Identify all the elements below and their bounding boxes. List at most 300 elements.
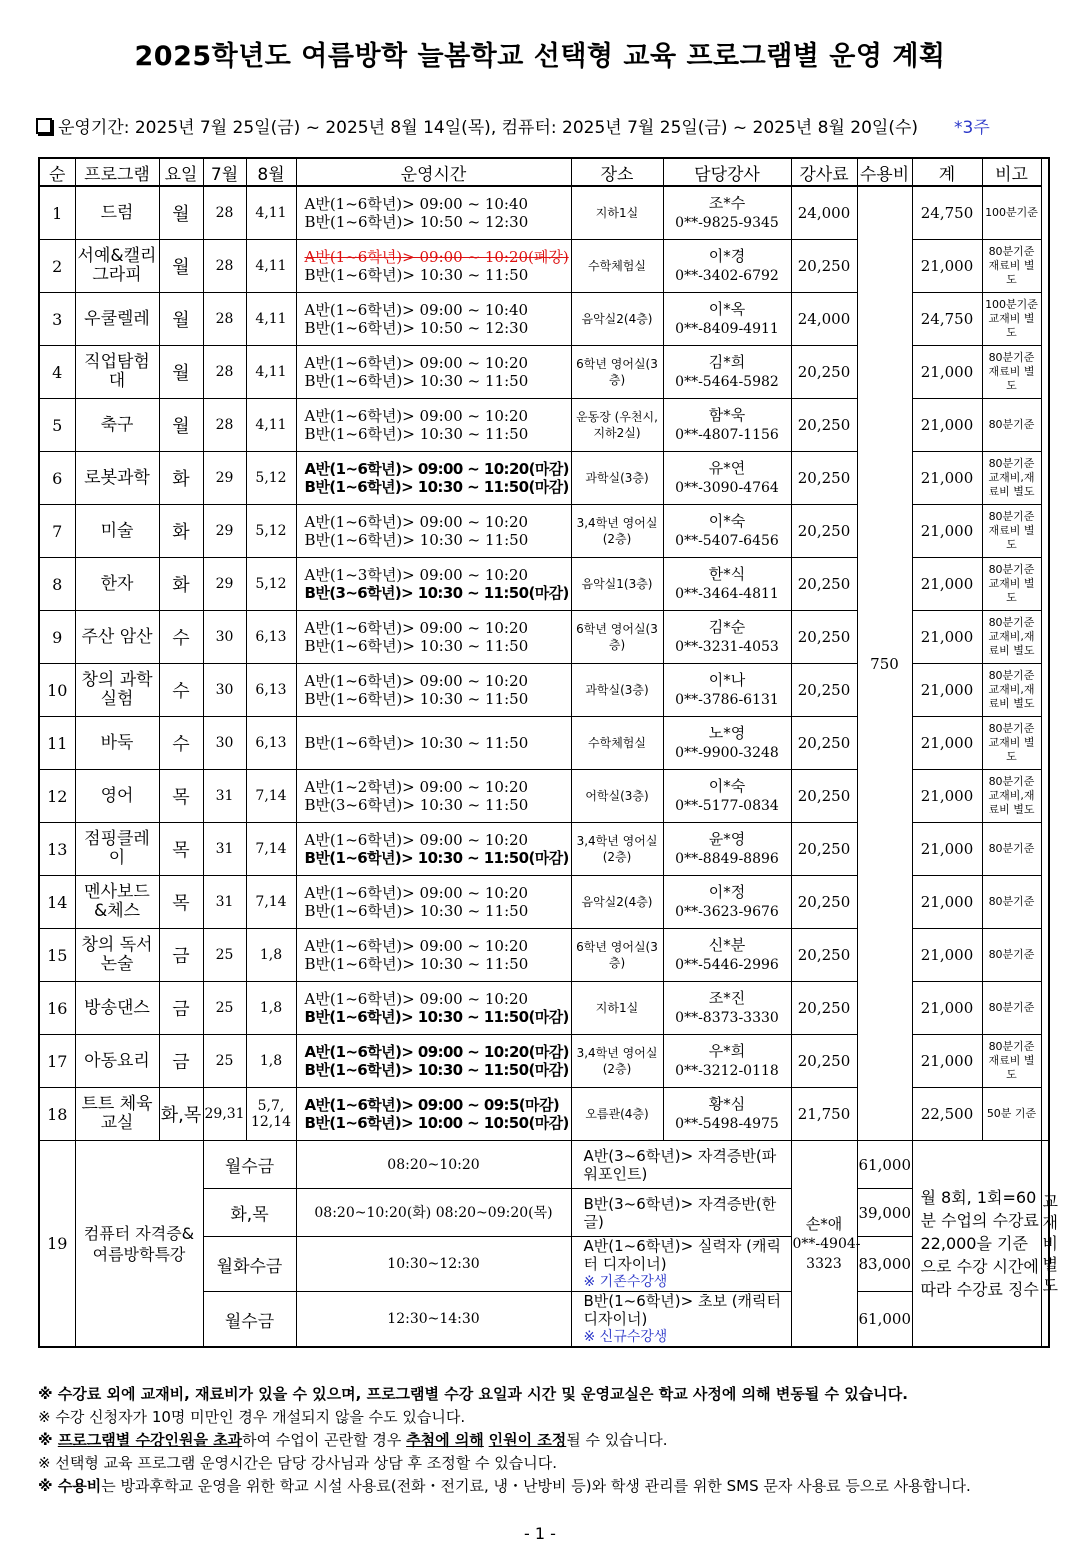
schedule-cell <box>296 399 571 452</box>
teacher-phone: 0**-4904-3323 <box>792 1235 861 1272</box>
program-name: 아동요리 <box>75 1035 159 1088</box>
class-time: 10:30~12:30 <box>296 1237 571 1292</box>
july-dates: 25 <box>203 929 246 982</box>
class-time: B반(1~6학년)> 10:50 ~ 12:30 <box>304 319 529 337</box>
instructor-fee: 83,000 <box>857 1237 912 1292</box>
class-time: B반(1~6학년)> 10:30 ~ 11:50(마감) <box>304 849 569 867</box>
remark: 80분기준 교재비,재료비 별도 <box>982 452 1041 505</box>
weekday: 월 <box>159 399 203 452</box>
schedule-cell <box>296 558 571 611</box>
class-memo: ※ 신규수강생 <box>583 1329 668 1345</box>
august-dates: 4,11 <box>246 399 296 452</box>
teacher-name: 김*희 <box>708 353 746 371</box>
class-time: B반(1~6학년)> 10:30 ~ 11:50 <box>304 425 529 443</box>
instructor-fee: 21,750 <box>791 1088 857 1141</box>
weekday: 화 <box>159 505 203 558</box>
schedule-cell <box>296 929 571 982</box>
location: 운동장 (우천시, 지하2실) <box>571 399 663 452</box>
august-dates: 6,13 <box>246 717 296 770</box>
teacher-name: 이*옥 <box>708 300 746 318</box>
teacher-name: 이*나 <box>708 671 746 689</box>
row-number: 8 <box>39 558 75 611</box>
note-3-text-1: 하여 수업이 곤란할 경우 <box>242 1431 407 1449</box>
row-number: 7 <box>39 505 75 558</box>
class-cell <box>571 1141 791 1189</box>
weekday: 수 <box>159 611 203 664</box>
instructor-fee: 20,250 <box>791 558 857 611</box>
july-dates: 28 <box>203 240 246 293</box>
schedule-cell <box>296 346 571 399</box>
teacher-phone: 0**-5177-0834 <box>675 798 779 814</box>
teacher-cell <box>663 293 791 346</box>
weeks-label: *3주 <box>954 118 990 138</box>
note-5 <box>38 1475 1050 1498</box>
class-time: A반(1~6학년)> 09:00 ~ 10:20 <box>304 354 529 372</box>
teacher-cell <box>663 770 791 823</box>
column-header: 운영시간 <box>296 158 571 186</box>
location: 음악실2(4층) <box>571 876 663 929</box>
page-title: 2025학년도 여름방학 늘봄학교 선택형 교육 프로그램별 운영 계획 <box>134 41 946 72</box>
location: 지하1실 <box>571 186 663 240</box>
teacher-name: 황*심 <box>708 1095 746 1113</box>
total-fee: 24,750 <box>912 186 982 240</box>
location: 과학실(3층) <box>571 452 663 505</box>
class-time: B반(1~6학년)> 10:00 ~ 10:50(마감) <box>304 1114 569 1132</box>
row-number: 2 <box>39 240 75 293</box>
august-dates: 1,8 <box>246 929 296 982</box>
teacher-cell <box>663 982 791 1035</box>
schedule-cell <box>296 1088 571 1141</box>
row-number: 5 <box>39 399 75 452</box>
august-dates: 1,8 <box>246 1035 296 1088</box>
schedule-cell <box>296 982 571 1035</box>
weekday: 금 <box>159 982 203 1035</box>
weekday: 월수금 <box>203 1292 296 1348</box>
teacher-name: 이*숙 <box>708 512 746 530</box>
remark: 80분기준 교재비,재료비 별도 <box>982 611 1041 664</box>
weekday: 화,목 <box>203 1189 296 1237</box>
weekday: 수 <box>159 664 203 717</box>
class-time: B반(1~6학년)> 10:30 ~ 11:50(마감) <box>304 478 569 496</box>
total-fee: 21,000 <box>912 664 982 717</box>
remark: 50분 기준 <box>982 1088 1041 1141</box>
class-time: B반(1~6학년)> 10:30 ~ 11:50 <box>304 734 529 752</box>
july-dates: 31 <box>203 876 246 929</box>
total-fee: 21,000 <box>912 717 982 770</box>
weekday: 월 <box>159 293 203 346</box>
note-3-mark: ※ <box>38 1431 58 1449</box>
instructor-fee: 20,250 <box>791 399 857 452</box>
total-fee: 21,000 <box>912 823 982 876</box>
program-name: 미술 <box>75 505 159 558</box>
row-number: 15 <box>39 929 75 982</box>
teacher-name: 유*연 <box>708 459 746 477</box>
teacher-phone: 0**-3464-4811 <box>675 586 779 602</box>
class-time: B반(1~6학년)> 10:30 ~ 11:50 <box>304 637 529 655</box>
remark: 80분기준 재료비 별도 <box>982 1035 1041 1088</box>
program-table <box>38 157 1058 1348</box>
total-fee: 21,000 <box>912 452 982 505</box>
class-time: A반(1~6학년)> 09:00 ~ 10:20 <box>304 990 529 1008</box>
teacher-phone: 0**-5446-2996 <box>675 957 779 973</box>
teacher-cell <box>791 1141 861 1348</box>
row-number: 12 <box>39 770 75 823</box>
note-4: ※ 선택형 교육 프로그램 운영시간은 담당 강사님과 상담 후 조정할 수 있습니다. <box>38 1454 557 1472</box>
class-time: B반(1~6학년)> 10:30 ~ 11:50(마감) <box>304 1061 569 1079</box>
teacher-phone: 0**-9825-9345 <box>675 215 779 231</box>
july-dates: 30 <box>203 611 246 664</box>
class-time: A반(1~6학년)> 09:00 ~ 10:40 <box>304 195 529 213</box>
note-2: ※ 수강 신청자가 10명 미만인 경우 개설되지 않을 수도 있습니다. <box>38 1408 466 1426</box>
july-dates: 29 <box>203 505 246 558</box>
remark: 80분기준 재료비 별도 <box>982 346 1041 399</box>
total-fee: 21,000 <box>912 982 982 1035</box>
column-header: 프로그램 <box>75 158 159 186</box>
schedule-cell <box>296 611 571 664</box>
column-header: 비고 <box>982 158 1041 186</box>
program-name: 영어 <box>75 770 159 823</box>
teacher-name: 신*분 <box>708 936 746 954</box>
location: 수학체험실 <box>571 717 663 770</box>
weekday: 월 <box>159 240 203 293</box>
column-header: 수용비 <box>857 158 912 186</box>
row-number: 9 <box>39 611 75 664</box>
weekday: 화,목 <box>159 1088 203 1141</box>
table-header-row <box>39 158 1049 186</box>
program-name: 트트 체육교실 <box>75 1088 159 1141</box>
location: 3,4학년 영어실(2층) <box>571 1035 663 1088</box>
august-dates: 4,11 <box>246 293 296 346</box>
teacher-phone: 0**-3212-0118 <box>675 1063 779 1079</box>
note-3-emph-2: 추첨에 의해 <box>406 1431 484 1449</box>
teacher-cell <box>663 717 791 770</box>
teacher-cell <box>663 240 791 293</box>
teacher-name: 이*정 <box>708 883 746 901</box>
program-name: 서예&캘리그라피 <box>75 240 159 293</box>
class-time: B반(1~6학년)> 10:30 ~ 11:50 <box>304 531 529 549</box>
column-header: 7월 <box>203 158 246 186</box>
july-dates: 25 <box>203 1035 246 1088</box>
august-dates: 5,12 <box>246 505 296 558</box>
instructor-fee: 20,250 <box>791 770 857 823</box>
program-name: 창의 독서논술 <box>75 929 159 982</box>
location: 3,4학년 영어실(2층) <box>571 505 663 558</box>
teacher-phone: 0**-3090-4764 <box>675 480 779 496</box>
location: 6학년 영어실(3층) <box>571 346 663 399</box>
class-time: B반(1~6학년)> 10:30 ~ 11:50 <box>304 955 529 973</box>
row-number: 16 <box>39 982 75 1035</box>
instructor-fee: 20,250 <box>791 717 857 770</box>
weekday: 수 <box>159 717 203 770</box>
program-name: 드럼 <box>75 186 159 240</box>
july-dates: 28 <box>203 186 246 240</box>
teacher-name: 이*경 <box>708 247 746 265</box>
instructor-fee: 24,000 <box>791 293 857 346</box>
teacher-cell <box>663 929 791 982</box>
july-dates: 29 <box>203 452 246 505</box>
class-time: A반(1~6학년)> 09:00 ~ 10:40 <box>304 301 529 319</box>
location: 6학년 영어실(3층) <box>571 611 663 664</box>
teacher-cell <box>663 1035 791 1088</box>
teacher-phone: 0**-3786-6131 <box>675 692 779 708</box>
july-dates: 28 <box>203 399 246 452</box>
schedule-cell <box>296 1035 571 1088</box>
total-fee: 22,500 <box>912 1088 982 1141</box>
schedule-cell <box>296 717 571 770</box>
note-1: ※ 수강료 외에 교재비, 재료비가 있을 수 있으며, 프로그램별 수강 요일과 시간 및 운영교실은 학교 사정에 의해 변동될 수 있습니다. <box>38 1385 908 1403</box>
august-dates: 4,11 <box>246 346 296 399</box>
class-time: A반(1~6학년)> 09:00 ~ 10:20 <box>304 937 529 955</box>
schedule-cell <box>296 452 571 505</box>
column-header: 계 <box>912 158 982 186</box>
class-time: A반(1~6학년)> 09:00 ~ 10:20 <box>304 884 529 902</box>
total-fee: 21,000 <box>912 770 982 823</box>
instructor-fee: 20,250 <box>791 346 857 399</box>
class-time: A반(1~6학년)> 09:00 ~ 10:20 <box>304 672 529 690</box>
remark: 80분기준 교재비 별도 <box>982 558 1041 611</box>
weekday: 월 <box>159 186 203 240</box>
instructor-fee: 20,250 <box>791 982 857 1035</box>
teacher-cell <box>663 611 791 664</box>
location: 음악실1(3층) <box>571 558 663 611</box>
class-time: B반(1~6학년)> 10:30 ~ 11:50(마감) <box>304 1008 569 1026</box>
remark: 80분기준 <box>982 399 1041 452</box>
row-number: 3 <box>39 293 75 346</box>
program-name: 축구 <box>75 399 159 452</box>
class-time: A반(1~6학년)> 09:00 ~ 10:20(폐강) <box>304 248 569 266</box>
teacher-phone: 0**-8849-8896 <box>675 851 779 867</box>
instructor-fee: 20,250 <box>791 664 857 717</box>
teacher-cell <box>663 876 791 929</box>
supply-fee: 750 <box>857 186 912 1141</box>
class-memo: ※ 기존수강생 <box>583 1274 668 1290</box>
teacher-cell <box>663 452 791 505</box>
total-fee: 21,000 <box>912 240 982 293</box>
row-number: 1 <box>39 186 75 240</box>
instructor-fee: 20,250 <box>791 876 857 929</box>
notes-section <box>38 1383 1050 1498</box>
note-3-emph-3: 인원이 조정 <box>488 1431 567 1449</box>
program-name: 로봇과학 <box>75 452 159 505</box>
program-name: 방송댄스 <box>75 982 159 1035</box>
july-dates: 31 <box>203 770 246 823</box>
teacher-name: 윤*영 <box>708 830 746 848</box>
remark: 80분기준 <box>982 823 1041 876</box>
july-dates: 30 <box>203 717 246 770</box>
instructor-fee: 20,250 <box>791 823 857 876</box>
teacher-phone: 0**-8409-4911 <box>675 321 779 337</box>
teacher-cell <box>663 664 791 717</box>
class-time: A반(1~2학년)> 09:00 ~ 10:20 <box>304 778 529 796</box>
weekday: 월수금 <box>203 1141 296 1189</box>
row-number: 14 <box>39 876 75 929</box>
program-name: 한자 <box>75 558 159 611</box>
teacher-phone: 0**-5407-6456 <box>675 533 779 549</box>
row-number: 18 <box>39 1088 75 1141</box>
remark: 80분기준 재료비 별도 <box>982 505 1041 558</box>
row-number: 11 <box>39 717 75 770</box>
total-fee: 21,000 <box>912 1035 982 1088</box>
class-time: 08:20~10:20(화) 08:20~09:20(목) <box>296 1189 571 1237</box>
teacher-name: 조*수 <box>708 194 746 212</box>
class-name: B반(1~6학년)> 초보 (캐릭터 디자이너) <box>583 1292 782 1328</box>
schedule-cell <box>296 770 571 823</box>
weekday: 목 <box>159 823 203 876</box>
teacher-cell <box>663 399 791 452</box>
period-text: 운영기간: 2025년 7월 25일(금) ~ 2025년 8월 14일(목), 컴퓨터: 2025년 7월 25일(금) ~ 2025년 8월 20일(수) <box>58 118 919 138</box>
teacher-phone: 0**-3231-4053 <box>675 639 779 655</box>
page-number: - 1 - <box>524 1524 556 1543</box>
total-fee: 24,750 <box>912 293 982 346</box>
note-3 <box>38 1429 1050 1452</box>
teacher-phone: 0**-4807-1156 <box>675 427 779 443</box>
total-fee: 21,000 <box>912 346 982 399</box>
class-time: A반(1~6학년)> 09:00 ~ 10:20 <box>304 407 529 425</box>
remark: 80분기준 <box>982 982 1041 1035</box>
column-header: 강사료 <box>791 158 857 186</box>
total-fee: 21,000 <box>912 876 982 929</box>
class-time: A반(1~6학년)> 09:00 ~ 10:20 <box>304 619 529 637</box>
july-dates: 28 <box>203 346 246 399</box>
schedule-cell <box>296 240 571 293</box>
instructor-fee: 20,250 <box>791 611 857 664</box>
july-dates: 28 <box>203 293 246 346</box>
location: 3,4학년 영어실(2층) <box>571 823 663 876</box>
teacher-name: 한*식 <box>708 565 746 583</box>
row-number: 19 <box>39 1141 75 1348</box>
fee-info: 월 8회, 1회=60분 수업의 수강료 22,000을 기준으로 수강 시간에 따라 수강료 징수 <box>912 1141 1041 1348</box>
total-fee: 21,000 <box>912 399 982 452</box>
class-time: B반(1~6학년)> 10:30 ~ 11:50 <box>304 902 529 920</box>
column-header: 8월 <box>246 158 296 186</box>
weekday: 화 <box>159 558 203 611</box>
teacher-cell <box>663 1088 791 1141</box>
instructor-fee: 20,250 <box>791 1035 857 1088</box>
teacher-phone: 0**-9900-3248 <box>675 745 779 761</box>
column-header: 순 <box>39 158 75 186</box>
weekday: 목 <box>159 876 203 929</box>
instructor-fee: 61,000 <box>857 1292 912 1348</box>
location: 수학체험실 <box>571 240 663 293</box>
teacher-name: 이*숙 <box>708 777 746 795</box>
teacher-phone: 0**-5498-4975 <box>675 1116 779 1132</box>
teacher-name: 손*애 <box>805 1214 843 1233</box>
weekday: 월화수금 <box>203 1237 296 1292</box>
august-dates: 4,11 <box>246 240 296 293</box>
august-dates: 7,14 <box>246 770 296 823</box>
august-dates: 1,8 <box>246 982 296 1035</box>
august-dates: 5,12 <box>246 558 296 611</box>
class-time: A반(1~6학년)> 09:00 ~ 10:20(마감) <box>304 1043 569 1061</box>
computer-row <box>39 1141 1049 1189</box>
instructor-fee: 20,250 <box>791 505 857 558</box>
class-time: 12:30~14:30 <box>296 1292 571 1348</box>
note-3-emph-1: 프로그램별 수강인원을 초과 <box>57 1431 243 1449</box>
row-number: 10 <box>39 664 75 717</box>
class-time: B반(1~6학년)> 10:30 ~ 11:50 <box>304 372 529 390</box>
location: 과학실(3층) <box>571 664 663 717</box>
row-number: 4 <box>39 346 75 399</box>
class-time: B반(3~6학년)> 10:30 ~ 11:50(마감) <box>304 584 569 602</box>
schedule-cell <box>296 876 571 929</box>
august-dates: 5,7, 12,14 <box>246 1088 296 1141</box>
program-name: 바둑 <box>75 717 159 770</box>
teacher-phone: 0**-3623-9676 <box>675 904 779 920</box>
teacher-phone: 0**-5464-5982 <box>675 374 779 390</box>
note-5-text: 는 방과후학교 운영을 위한 학교 시설 사용료(전화・전기료, 냉・난방비 등)와 학생 관리를 위한 SMS 문자 사용료 등으로 사용합니다. <box>101 1477 971 1495</box>
remark: 80분기준 <box>982 929 1041 982</box>
column-header: 장소 <box>571 158 663 186</box>
teacher-cell <box>663 346 791 399</box>
total-fee: 21,000 <box>912 611 982 664</box>
location: 오름관(4층) <box>571 1088 663 1141</box>
august-dates: 5,12 <box>246 452 296 505</box>
schedule-cell <box>296 186 571 240</box>
weekday: 금 <box>159 1035 203 1088</box>
weekday: 월 <box>159 346 203 399</box>
location: 어학실(3층) <box>571 770 663 823</box>
remark: 교재비 별도 <box>1041 1141 1049 1348</box>
schedule-cell <box>296 293 571 346</box>
note-3-text-2: 될 수 있습니다. <box>566 1431 668 1449</box>
class-time: A반(1~6학년)> 09:00 ~ 10:20 <box>304 513 529 531</box>
teacher-name: 노*영 <box>708 724 746 742</box>
instructor-fee: 20,250 <box>791 452 857 505</box>
row-number: 6 <box>39 452 75 505</box>
teacher-cell <box>663 505 791 558</box>
class-time: B반(1~6학년)> 10:30 ~ 11:50 <box>304 690 529 708</box>
total-fee: 21,000 <box>912 558 982 611</box>
august-dates: 6,13 <box>246 611 296 664</box>
column-header: 요일 <box>159 158 203 186</box>
remark: 80분기준 교재비,재료비 별도 <box>982 770 1041 823</box>
location: 음악실2(4층) <box>571 293 663 346</box>
teacher-cell <box>663 558 791 611</box>
august-dates: 4,11 <box>246 186 296 240</box>
total-fee: 21,000 <box>912 929 982 982</box>
schedule-cell <box>296 505 571 558</box>
class-name: B반(3~6학년)> 자격증반(한글) <box>583 1194 777 1231</box>
schedule-cell <box>296 664 571 717</box>
total-fee: 21,000 <box>912 505 982 558</box>
teacher-phone: 0**-8373-3330 <box>675 1010 779 1026</box>
class-time: A반(1~6학년)> 09:00 ~ 10:20(마감) <box>304 460 569 478</box>
remark: 80분기준 재료비 별도 <box>982 240 1041 293</box>
class-time: B반(1~6학년)> 10:50 ~ 12:30 <box>304 213 529 231</box>
weekday: 금 <box>159 929 203 982</box>
program-name: 점핑클레이 <box>75 823 159 876</box>
program-name: 주산 암산 <box>75 611 159 664</box>
program-name: 멘사보드 &체스 <box>75 876 159 929</box>
table-row <box>39 186 1049 240</box>
note-5-emph: ※ 수용비 <box>38 1477 102 1495</box>
class-time: A반(1~6학년)> 09:00 ~ 09:5(마감) <box>304 1096 560 1114</box>
july-dates: 31 <box>203 823 246 876</box>
operation-period <box>36 113 990 138</box>
july-dates: 29,31 <box>203 1088 246 1141</box>
august-dates: 7,14 <box>246 876 296 929</box>
program-name: 컴퓨터 자격증& 여름방학특강 <box>75 1141 203 1348</box>
teacher-cell <box>663 823 791 876</box>
program-name: 직업탐험대 <box>75 346 159 399</box>
row-number: 13 <box>39 823 75 876</box>
teacher-name: 우*희 <box>708 1042 746 1060</box>
remark: 100분기준 교재비 별도 <box>982 293 1041 346</box>
checkbox-bullet-icon <box>36 118 52 134</box>
class-name: A반(3~6학년)> 자격증반(파워포인트) <box>583 1146 777 1183</box>
instructor-fee: 61,000 <box>857 1141 912 1189</box>
class-name: A반(1~6학년)> 실력자 (캐릭터 디자이너) <box>583 1237 781 1273</box>
